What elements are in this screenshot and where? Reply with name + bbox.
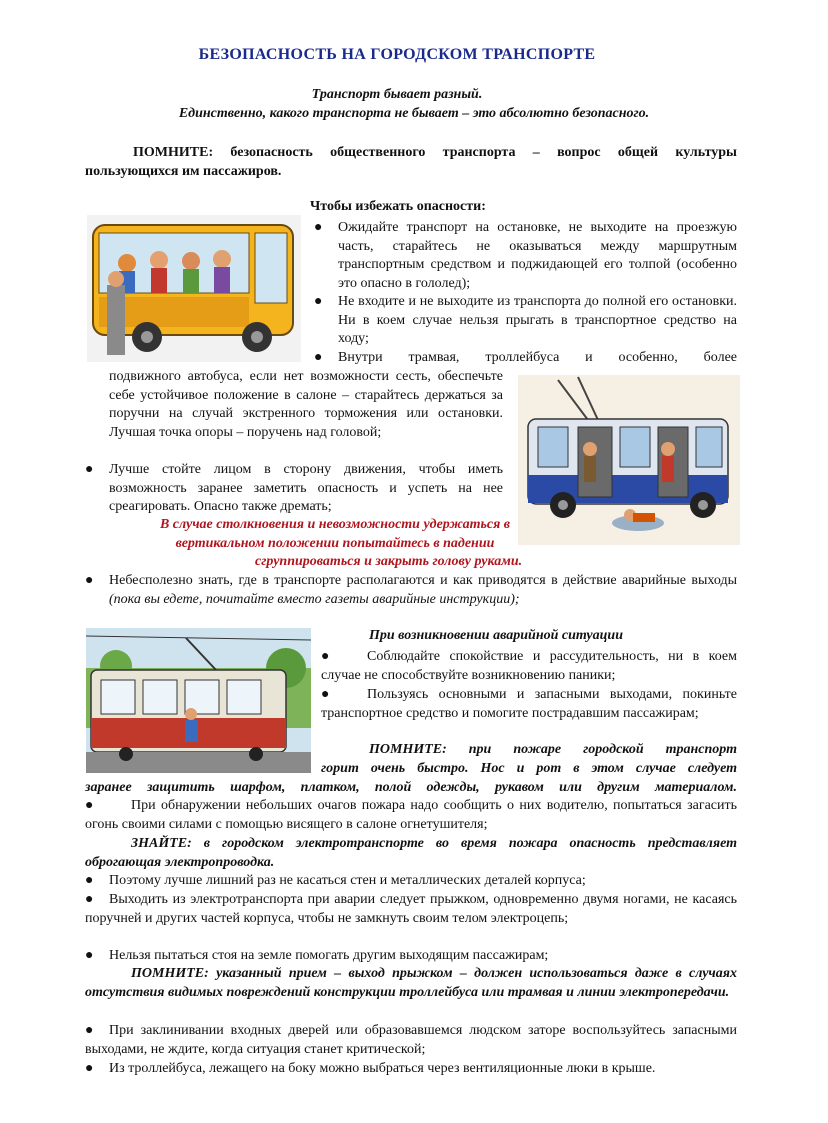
avoid-heading: Чтобы избежать опасности:	[310, 199, 486, 214]
bullet-icon: ●	[85, 1023, 94, 1038]
remember-culture: ПОМНИТЕ: безопасность общественного транспорта – вопрос общей культуры пользующихся им пассажиров.	[85, 145, 737, 179]
intro-line-2: Единственно, какого транспорта не бывает – это абсолютно безопасного.	[178, 106, 650, 121]
bullet-icon: ●	[85, 948, 94, 963]
remember-fire: ПОМНИТЕ: при пожаре городской транспорт горит очень быстро. Нос и рот в этом случае следует заранее защитить шарфом, платком, полой одежды, рукавом или другим материалом.	[85, 742, 737, 795]
bullet-icon: ●	[85, 1061, 94, 1076]
remember-jump: ПОМНИТЕ: указанный прием – выход прыжком – должен использоваться даже в случаях отсутствия видимых повреждений конструкции троллейбуса или трамвая и линии электропередачи.	[85, 966, 737, 1000]
page-title: БЕЗОПАСНОСТЬ НА ГОРОДСКОМ ТРАНСПОРТЕ	[198, 46, 596, 63]
ground-item: ● Нельзя пытаться стоя на земле помогать другим выходящим пассажирам;	[85, 947, 737, 966]
bus-illustration	[87, 215, 301, 362]
avoid-item-3: ● Внутри трамвая, троллейбуса и особенно, более	[338, 349, 737, 368]
hatch-item: ● Из троллейбуса, лежащего на боку можно выбраться через вентиляционные люки в крыше.	[85, 1060, 737, 1079]
fire-item: ● При обнаружении небольших очагов пожара надо сообщить о них водителю, попытаться загасить огонь своими силами с помощью висящего в салоне огнетушителя;	[85, 798, 737, 832]
emergency-heading: При возникновении аварийной ситуации	[369, 628, 623, 643]
exits-item: ● Небесполезно знать, где в транспорте располагаются и как приводятся в действие аварийные выходы (пока вы едете, почитайте вместо газеты аварийные инструкции);	[85, 573, 737, 607]
jump-item: ● Выходить из электротранспорта при аварии следует прыжком, одновременно двумя ногами, не касаясь поручней и других частей корпуса, чтобы не замкнуть своим телом электроцепь;	[85, 892, 737, 926]
bullet-icon: ●	[321, 649, 330, 664]
avoid-item-1: ● Ожидайте транспорт на остановке, не выходите на проезжую часть, старайтесь не оказываться между маршрутным транспортным средством и поджидающей его толпой (особенно это опасно в гололед);	[314, 220, 737, 291]
bullet-icon: ●	[85, 873, 94, 888]
collision-note: В случае столкновения и невозможности удержаться в вертикальном положении попытайтесь в падении сгруппироваться и закрыть голову руками.	[159, 517, 523, 570]
bullet-icon: ●	[85, 892, 94, 907]
know-wiring: ЗНАЙТЕ: в городском электротранспорте во время пожара опасность представляет оброгающая электропроводка.	[85, 836, 737, 870]
emergency-item-2: ● Пользуясь основными и запасными выходами, покиньте транспортное средство и помогите пострадавшим пассажирам;	[321, 687, 737, 721]
avoid-item-4: ● Лучше стойте лицом в сторону движения, чтобы иметь возможность заранее заметить опасность и успеть на нее среагировать. Опасно также дремать;	[85, 462, 503, 515]
avoid-item-3-cont: подвижного автобуса, если нет возможности сесть, обеспечьте себе устойчивое положение в салоне – старайтесь держаться за поручни на случай экстренного торможения или остановки. Лучшая точка опоры – поручень над головой;	[109, 369, 503, 440]
intro-line-1: Транспорт бывает разный.	[311, 87, 483, 102]
jam-item: ● При заклинивании входных дверей или образовавшемся людском заторе воспользуйтесь запасными выходами, не ждите, когда ситуация станет критической;	[85, 1023, 737, 1057]
bullet-icon: ●	[314, 350, 323, 365]
bullet-icon: ●	[85, 573, 94, 588]
emergency-item-1: ● Соблюдайте спокойствие и рассудительность, ни в коем случае не способствуйте возникновению паники;	[321, 649, 737, 683]
bullet-icon: ●	[85, 798, 94, 813]
avoid-item-2: ● Не входите и не выходите из транспорта до полной его остановки. Ни в коем случае нельзя прыгать в транспортное средство на ходу;	[314, 294, 737, 347]
bullet-icon: ●	[85, 462, 94, 477]
bullet-icon: ●	[314, 220, 323, 235]
bullet-icon: ●	[314, 294, 323, 309]
bullet-icon: ●	[321, 687, 330, 702]
touch-item: ● Поэтому лучше лишний раз не касаться стен и металлических деталей корпуса;	[85, 872, 737, 891]
